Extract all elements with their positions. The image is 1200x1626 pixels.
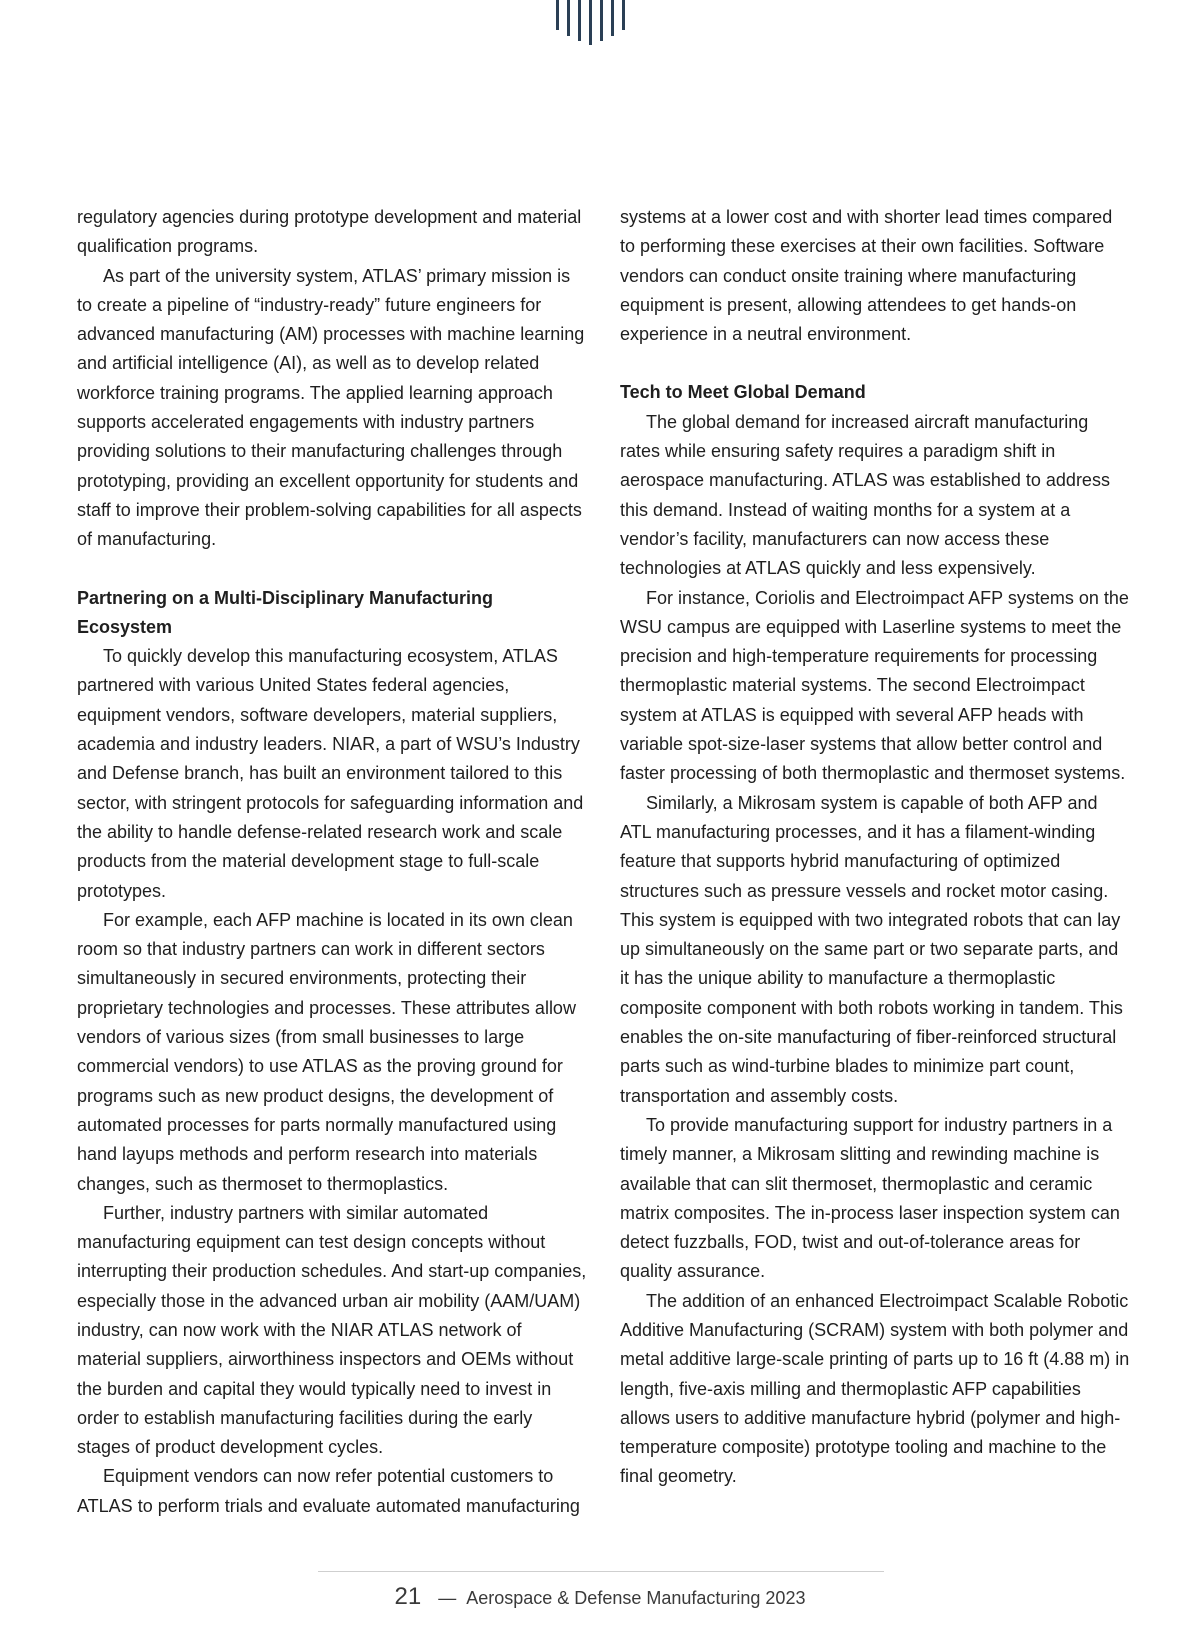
body-paragraph: Further, industry partners with similar automated manufacturing equipment can test design concepts without interrupting their production schedules. And start-up companies, especially those in the advanced urban air mobility (AAM/UAM) industry, can now work with the NIAR ATLAS network of material suppliers, airworthiness inspectors and OEMs without the burden and capital they would typically need to invest in order to establish manufacturing facilities during the early stages of product development cycles.: [77, 1202, 587, 1458]
section-spacer: [620, 349, 1132, 378]
body-paragraph: systems at a lower cost and with shorter lead times compared to performing these exercises at their own facilities. Software vendors can conduct onsite training where manufacturing equipment is present, allowing attendees to get hands-on experience in a neutral environment.: [620, 207, 1113, 345]
section-heading: Tech to Meet Global Demand: [620, 382, 866, 403]
left-column: [77, 203, 587, 1521]
page-footer: [0, 1583, 1200, 1611]
header-decorative-lines-icon: [556, 0, 646, 50]
body-paragraph: Similarly, a Mikrosam system is capable of both AFP and ATL manufacturing processes, and it has a filament-winding feature that supports hybrid manufacturing of optimized structures such as pressure vessels and rocket motor casing. This system is equipped with two integrated robots that can lay up simultaneously on the same part or two separate parts, and it has the unique ability to manufacture a thermoplastic composite component with both robots working in tandem. This enables the on-site manufacturing of fiber-reinforced structural parts such as wind-turbine blades to minimize part count, transportation and assembly costs.: [620, 792, 1123, 1106]
footer-divider: [318, 1571, 884, 1572]
body-paragraph: Equipment vendors can now refer potential customers to ATLAS to perform trials and evaluate automated manufacturing: [77, 1466, 580, 1516]
body-paragraph: The global demand for increased aircraft manufacturing rates while ensuring safety requires a paradigm shift in aerospace manufacturing. ATLAS was established to address this demand. Instead of waiting months for a system at a vendor’s facility, manufacturers can now access these technologies at ATLAS quickly and less expensively.: [620, 411, 1110, 579]
footer-separator: —: [438, 1588, 457, 1608]
right-column: [620, 203, 1132, 1492]
body-paragraph: For instance, Coriolis and Electroimpact AFP systems on the WSU campus are equipped with Laserline systems to meet the precision and high-temperature requirements for processing thermoplastic material systems. The second Electroimpact system at ATLAS is equipped with several AFP heads with variable spot-size-laser systems that allow better control and faster processing of both thermoplastic and thermoset systems.: [620, 587, 1129, 784]
body-paragraph: For example, each AFP machine is located in its own clean room so that industry partners can work in different sectors simultaneously in secured environments, protecting their proprietary technologies and processes. These attributes allow vendors of various sizes (from small businesses to large commercial vendors) to use ATLAS as the proving ground for programs such as new product designs, the development of automated processes for parts normally manufactured using hand layups methods and perform research into materials changes, such as thermoset to thermoplastics.: [77, 909, 576, 1194]
body-paragraph: To quickly develop this manufacturing ecosystem, ATLAS partnered with various United States federal agencies, equipment vendors, software developers, material suppliers, academia and industry leaders. NIAR, a part of WSU’s Industry and Defense branch, has built an environment tailored to this sector, with stringent protocols for safeguarding information and the ability to handle defense-related research work and scale products from the material development stage to full-scale prototypes.: [77, 646, 584, 901]
section-spacer: [77, 555, 587, 584]
body-paragraph: regulatory agencies during prototype development and material qualification programs.: [77, 207, 582, 257]
section-heading: Partnering on a Multi-Disciplinary Manufacturing Ecosystem: [77, 587, 494, 637]
page-number: 21: [394, 1583, 422, 1610]
body-paragraph: The addition of an enhanced Electroimpact Scalable Robotic Additive Manufacturing (SCRAM) system with both polymer and metal additive large-scale printing of parts up to 16 ft (4.88 m) in length, five-axis milling and thermoplastic AFP capabilities allows users to additive manufacture hybrid (polymer and high-temperature composite) prototype tooling and machine to the final geometry.: [620, 1290, 1130, 1487]
body-paragraph: As part of the university system, ATLAS’ primary mission is to create a pipeline of “industry-ready” future engineers for advanced manufacturing (AM) processes with machine learning and artificial intelligence (AI), as well as to develop related workforce training programs. The applied learning approach supports accelerated engagements with industry partners providing solutions to their manufacturing challenges through prototyping, providing an excellent opportunity for students and staff to improve their problem-solving capabilities for all aspects of manufacturing.: [77, 265, 585, 550]
publication-title: Aerospace & Defense Manufacturing 2023: [466, 1588, 806, 1608]
body-paragraph: To provide manufacturing support for industry partners in a timely manner, a Mikrosam slitting and rewinding machine is available that can slit thermoset, thermoplastic and ceramic matrix composites. The in-process laser inspection system can detect fuzzballs, FOD, twist and out-of-tolerance areas for quality assurance.: [620, 1114, 1120, 1282]
